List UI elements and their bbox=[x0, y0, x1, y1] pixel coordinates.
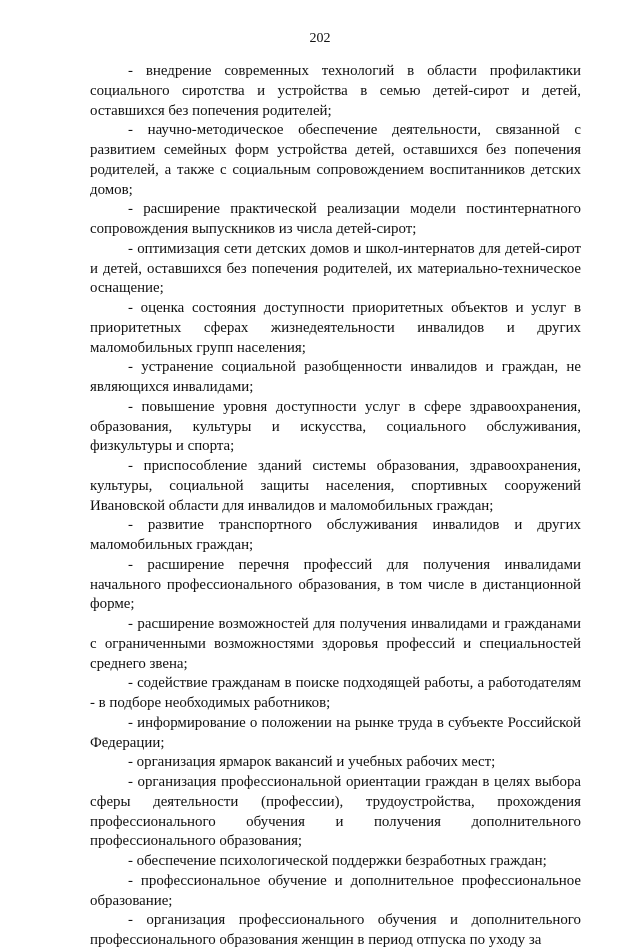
list-item: - содействие гражданам в поиске подходящей работы, а работодателям - в подборе необходимых работников; bbox=[90, 675, 581, 711]
list-item: - расширение практической реализации модели постинтернатного сопровождения выпускников из числа детей-сирот; bbox=[90, 201, 581, 237]
list-item: - организация профессионального обучения и дополнительного профессионального образования женщин в период отпуска по уходу за bbox=[90, 912, 581, 948]
list-item: - расширение перечня профессий для получения инвалидами начального профессионального образования, в том числе в дистанционной форме; bbox=[90, 556, 581, 613]
list-item: - оценка состояния доступности приоритетных объектов и услуг в приоритетных сферах жизнедеятельности инвалидов и других маломобильных групп населения; bbox=[90, 300, 581, 356]
list-item: - развитие транспортного обслуживания инвалидов и других маломобильных граждан; bbox=[90, 517, 581, 553]
list-item: - обеспечение психологической поддержки безработных граждан; bbox=[128, 853, 547, 869]
list-item: - устранение социальной разобщенности инвалидов и граждан, не являющихся инвалидами; bbox=[90, 359, 581, 395]
page-number: 202 bbox=[309, 31, 331, 46]
list-item: - расширение возможностей для получения инвалидами и гражданами с ограниченными возможностями здоровья профессий и специальностей среднего звена; bbox=[90, 616, 581, 672]
list-item: - внедрение современных технологий в области профилактики социального сиротства и устройства в семью детей-сирот и детей, оставшихся без попечения родителей; bbox=[90, 63, 581, 119]
list-item: - организация ярмарок вакансий и учебных рабочих мест; bbox=[128, 754, 496, 771]
list-item: - приспособление зданий системы образования, здравоохранения, культуры, социальной защиты населения, спортивных сооружений Ивановской области для инвалидов и маломобильных граждан; bbox=[90, 458, 581, 514]
list-item: - оптимизация сети детских домов и школ-интернатов для детей-сирот и детей, оставшихся без попечения родителей, их материально-техническое оснащение; bbox=[90, 240, 581, 297]
list-item: - организация профессиональной ориентации граждан в целях выбора сферы деятельности (профессии), трудоустройства, прохождения профессионального обучения и получения дополнительного профессионального образования; bbox=[90, 774, 581, 850]
list-item: - информирование о положении на рынке труда в субъекте Российской Федерации; bbox=[90, 714, 581, 751]
list-item: - профессиональное обучение и дополнительное профессиональное образование; bbox=[90, 872, 581, 909]
list-item: - повышение уровня доступности услуг в сфере здравоохранения, образования, культуры и искусства, социального обслуживания, физкультуры и спорта; bbox=[90, 398, 581, 455]
page-body bbox=[90, 62, 581, 951]
list-item: - научно-методическое обеспечение деятельности, связанной с развитием семейных форм устройства детей, оставшихся без попечения родителей, а также с социальным сопровождением воспитанников детских домов; bbox=[90, 122, 581, 198]
